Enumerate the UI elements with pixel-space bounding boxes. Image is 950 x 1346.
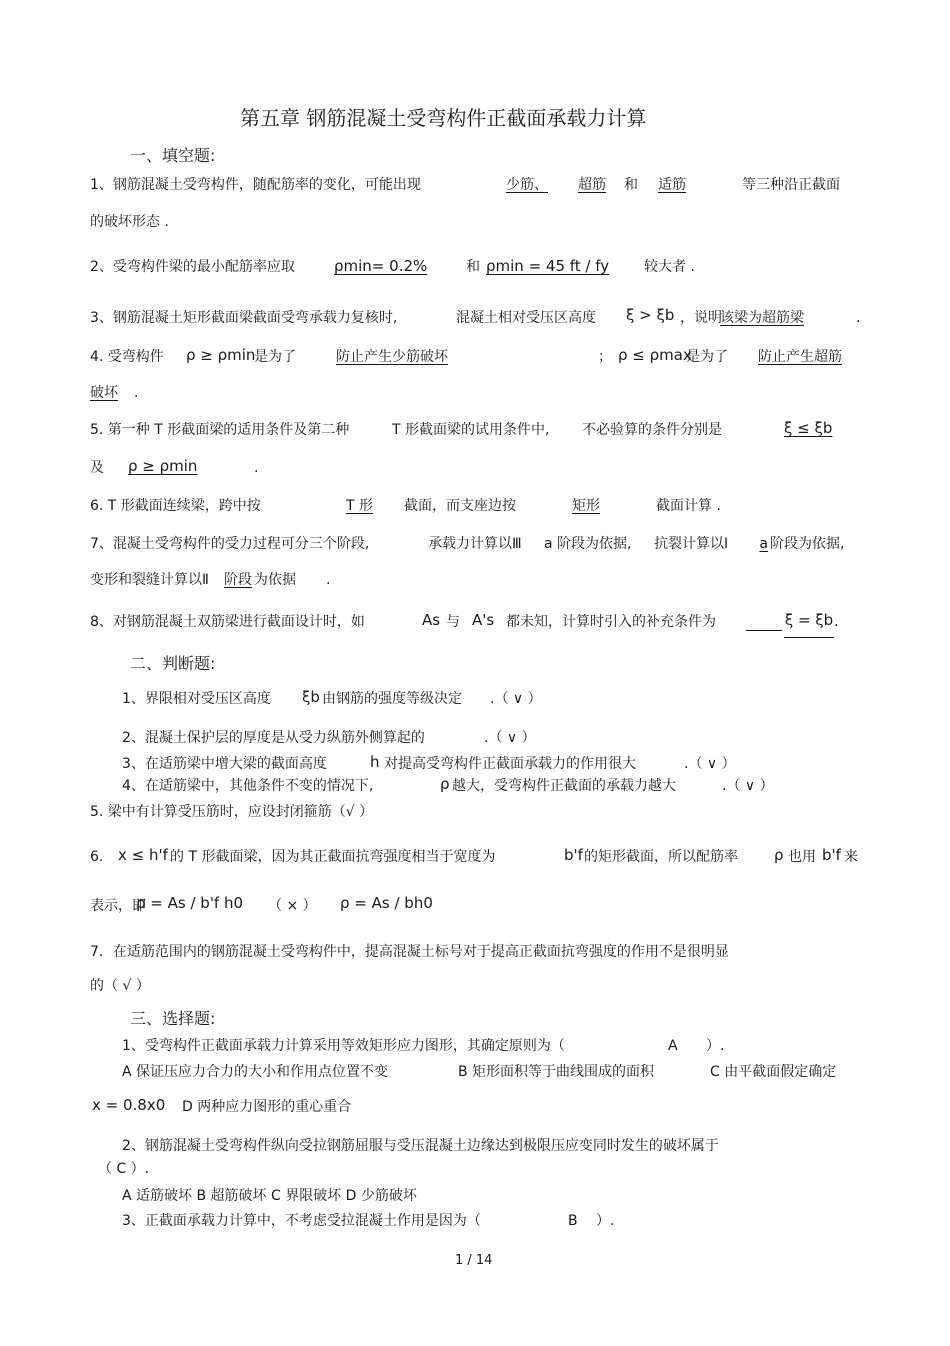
fill-q6-answer-2: 矩形 bbox=[572, 498, 600, 514]
fill-q5-text: 5. 第一种 T 形截面梁的适用条件及第二种 bbox=[90, 422, 350, 438]
fill-q6-text: 6. T 形截面连续梁，跨中按 bbox=[90, 498, 261, 514]
choice-c1-option-c: C 由平截面假定确定 bbox=[710, 1064, 837, 1080]
judge-j4-text-b: 越大，受弯构件正截面的承载力越大 bbox=[452, 778, 676, 794]
judge-j4-rho: ρ bbox=[440, 775, 450, 793]
section-fill-heading: 一、填空题: bbox=[130, 146, 216, 165]
judge-j2-mark: .（ ∨ ） bbox=[484, 730, 536, 746]
judge-j6-text-d: 也用 bbox=[788, 849, 816, 865]
page-number: 1 / 14 bbox=[455, 1253, 493, 1268]
fill-q5-answer-2: ρ ≥ ρmin bbox=[128, 457, 198, 475]
fill-q8-answer: ξ = ξb bbox=[784, 611, 834, 629]
fill-q8-text: 8、对钢筋混凝土双筋梁进行截面设计时，如 bbox=[90, 614, 365, 630]
fill-q4-end: . bbox=[134, 385, 139, 401]
judge-j1-mark: .（ ∨ ） bbox=[490, 691, 542, 707]
fill-q5-end: . bbox=[254, 460, 259, 476]
choice-c1-option-c-formula: x = 0.8x0 bbox=[92, 1096, 166, 1114]
fill-q3-text: 3、钢筋混凝土矩形截面梁截面受弯承载力复核时, bbox=[90, 310, 398, 326]
fill-q1-he: 和 bbox=[624, 177, 638, 193]
fill-q7-text-b: 承载力计算以Ⅲ bbox=[428, 536, 522, 552]
judge-j6-mark: （ × ） bbox=[268, 898, 317, 914]
page-title: 第五章 钢筋混凝土受弯构件正截面承载力计算 bbox=[240, 106, 647, 130]
judge-j3-text: 3、在适筋梁中增大梁的截面高度 bbox=[122, 756, 327, 772]
fill-q3-text-c: ，说明 bbox=[680, 310, 722, 326]
fill-q8-as: As bbox=[422, 611, 441, 629]
fill-q1-answer-1: 少筋、 bbox=[506, 177, 548, 193]
fill-q4-text: 4. 受弯构件 bbox=[90, 349, 164, 365]
fill-q4-condition-1: ρ ≥ ρmin bbox=[186, 346, 256, 364]
fill-q6-text-c: 截面计算 . bbox=[656, 498, 721, 514]
fill-q7-text-g: 为依据 bbox=[254, 572, 296, 588]
fill-q8-yu: 与 bbox=[446, 614, 460, 630]
fill-q3-answer: 该梁为超筋梁 bbox=[720, 310, 804, 326]
fill-q5-answer-1: ξ ≤ ξb bbox=[784, 419, 833, 437]
section-choice-heading: 三、选择题: bbox=[130, 1009, 216, 1028]
choice-c1-option-b: B 矩形面积等于曲线围成的面积 bbox=[458, 1064, 655, 1080]
fill-q4-answer-2: 防止产生超筋 bbox=[758, 349, 842, 365]
fill-q4-condition-2: ρ ≤ ρmax bbox=[618, 346, 692, 364]
choice-c1-text: 1、受弯构件正截面承载力计算采用等效矩形应力图形，其确定原则为（ bbox=[122, 1038, 565, 1054]
fill-q4-text-b: 是为了 bbox=[254, 349, 296, 365]
judge-j6-bf: b'f bbox=[564, 846, 583, 864]
fill-q2-text: 2、受弯构件梁的最小配筋率应取 bbox=[90, 259, 295, 275]
fill-q7-answer: a bbox=[759, 536, 768, 552]
fill-q2-answer-1: ρmin= 0.2% bbox=[334, 257, 428, 275]
fill-q8-blank-line bbox=[746, 630, 782, 631]
fill-q6-answer-1: T 形 bbox=[346, 498, 374, 514]
fill-q7-text-c: a 阶段为依据, bbox=[544, 536, 632, 552]
choice-c2-answer: （ C ）. bbox=[98, 1161, 150, 1177]
choice-c3-answer: B bbox=[568, 1213, 578, 1229]
section-judge-heading: 二、判断题: bbox=[130, 654, 216, 673]
judge-j6-bf-2: b'f bbox=[822, 846, 841, 864]
choice-c1-option-d: D 两种应力图形的重心重合 bbox=[182, 1099, 352, 1115]
fill-q7-text-f: 变形和裂缝计算以Ⅱ bbox=[90, 572, 209, 588]
judge-j6-condition: x ≤ h'f bbox=[118, 846, 168, 864]
judge-j3-text-b: 对提高受弯构件正截面承载力的作用很大 bbox=[384, 756, 636, 772]
judge-j6-rho: ρ bbox=[774, 846, 784, 864]
fill-q4-answer-2-cont: 破坏 bbox=[90, 385, 118, 401]
judge-j7-mark: 的（ √ ） bbox=[90, 978, 150, 994]
fill-q7-answer-2: 阶段 bbox=[224, 572, 252, 588]
choice-c2-text: 2、钢筋混凝土受弯构件纵向受拉钢筋屈服与受压混凝土边缘达到极限压应变同时发生的破坏属于 bbox=[122, 1138, 719, 1154]
judge-j1-text: 1、界限相对受压区高度 bbox=[122, 691, 271, 707]
choice-c1-option-a: A 保证压应力合力的大小和作用点位置不变 bbox=[122, 1064, 389, 1080]
judge-j6-equation-1: ρ = As / b'f h0 bbox=[136, 894, 244, 912]
judge-j2-text: 2、混凝土保护层的厚度是从受力纵筋外侧算起的 bbox=[122, 730, 425, 746]
judge-j1-text-b: 由钢筋的强度等级决定 bbox=[322, 691, 462, 707]
fill-q1-text-c: 的破坏形态 . bbox=[90, 214, 169, 230]
choice-c1-answer: A bbox=[668, 1038, 678, 1054]
fill-q6-text-b: 截面，而支座边按 bbox=[404, 498, 516, 514]
choice-c3-end: ）. bbox=[596, 1213, 615, 1229]
fill-q2-text-b: 较大者 . bbox=[644, 259, 695, 275]
judge-j4-mark: .（ ∨ ） bbox=[722, 778, 774, 794]
choice-c3-text: 3、正截面承载力计算中，不考虑受拉混凝土作用是因为（ bbox=[122, 1213, 481, 1229]
fill-q8-answer-line bbox=[784, 637, 834, 638]
judge-j5-text: 5. 梁中有计算受压筋时，应设封闭箍筋（√ ） bbox=[90, 804, 374, 820]
fill-q1-text: 1、钢筋混凝土受弯构件，随配筋率的变化，可能出现 bbox=[90, 177, 421, 193]
fill-q7-end: . bbox=[326, 572, 331, 588]
judge-j4-text: 4、在适筋梁中，其他条件不变的情况下, bbox=[122, 778, 374, 794]
fill-q8-end: . bbox=[834, 614, 839, 630]
judge-j1-symbol: ξb bbox=[302, 688, 320, 706]
fill-q7-text: 7、混凝土受弯构件的受力过程可分三个阶段, bbox=[90, 536, 370, 552]
fill-q3-end: . bbox=[856, 310, 861, 326]
choice-c1-end: ）. bbox=[706, 1038, 725, 1054]
fill-q5-text-c: 不必验算的条件分别是 bbox=[582, 422, 722, 438]
fill-q8-text-b: 都未知，计算时引入的补充条件为 bbox=[506, 614, 716, 630]
judge-j3-h: h bbox=[370, 753, 380, 771]
fill-q5-text-d: 及 bbox=[90, 460, 104, 476]
judge-j6-text-b: 的 T 形截面梁，因为其正截面抗弯强度相当于宽度为 bbox=[170, 849, 496, 865]
fill-q7-text-e: 阶段为依据, bbox=[770, 536, 845, 552]
judge-j7-text: 7．在适筋范围内的钢筋混凝土受弯构件中，提高混凝土标号对于提高正截面抗弯强度的作用不是很明显 bbox=[90, 944, 729, 960]
judge-j6-text-c: 的矩形截面，所以配筋率 bbox=[584, 849, 738, 865]
judge-j3-mark: .（ ∨ ） bbox=[684, 756, 736, 772]
fill-q3-condition: ξ > ξb bbox=[626, 306, 675, 324]
fill-q4-answer-1: 防止产生少筋破坏 bbox=[336, 349, 448, 365]
judge-j6-text-e: 来 bbox=[844, 849, 858, 865]
judge-j6-text-f: 表示，即 bbox=[90, 898, 146, 914]
fill-q1-answer-3: 适筋 bbox=[658, 177, 686, 193]
fill-q7-text-d: 抗裂计算以Ⅰ bbox=[654, 536, 729, 552]
fill-q4-text-d: 是为了 bbox=[686, 349, 728, 365]
fill-q8-as-prime: A's bbox=[472, 611, 495, 629]
fill-q2-he: 和 bbox=[466, 259, 480, 275]
fill-q4-text-c: ； bbox=[598, 349, 612, 365]
fill-q1-text-b: 等三种沿正截面 bbox=[742, 177, 840, 193]
fill-q5-text-b: T 形截面梁的试用条件中, bbox=[392, 422, 550, 438]
judge-j6-num: 6. bbox=[90, 849, 104, 865]
fill-q2-answer-2: ρmin = 45 ft / fy bbox=[486, 257, 610, 275]
choice-c2-options: A 适筋破坏 B 超筋破坏 C 界限破坏 D 少筋破坏 bbox=[122, 1188, 417, 1204]
judge-j6-equation-2: ρ = As / bh0 bbox=[340, 894, 433, 912]
fill-q3-text-b: 混凝土相对受压区高度 bbox=[456, 310, 596, 326]
fill-q1-answer-2: 超筋 bbox=[578, 177, 606, 193]
